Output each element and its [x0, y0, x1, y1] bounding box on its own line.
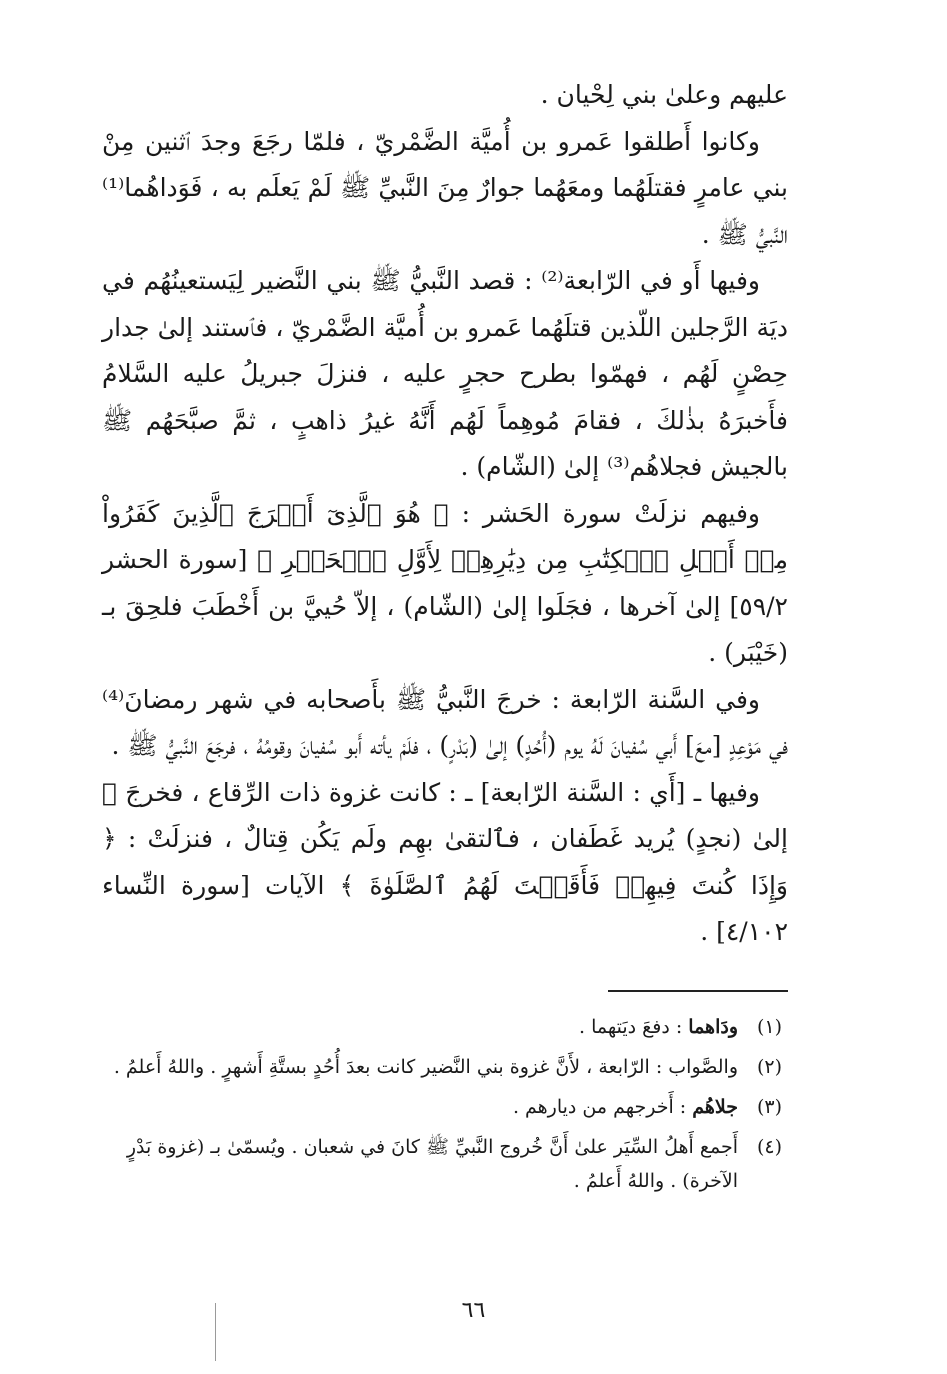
- paragraph: وفيها أَو في الرّابعة⁽²⁾ : قصد النَّبيُّ ﷺ بني النَّضير لِيَستعينُهُم في ديَة الرَّجلين اللّذين قتلَهُما عَمرو بن أُميَّة الضَّمْريّ ، فٱستند إلىٰ جدار حِصْنٍ لَهُم ، فهمّوا بطرح حجرٍ عليه ، فنزلَ جبريلُ عليه السَّلامُ فأَخبرَهُ بذٰلكَ ، فقامَ مُوهِماً لَهُم أَنَّهُ غيرُ ذاهبٍ ، ثمَّ صبَّحَهُم ﷺ بالجيش فجلاهُم⁽³⁾ إلىٰ (الشّام) .: [102, 266, 788, 481]
- page-number: ٦٦: [461, 1298, 486, 1323]
- footnote-number: (١): [756, 1015, 782, 1038]
- footnote-body: : أَخرجهم من ديارهم .: [512, 1095, 693, 1118]
- footnote-body: أَجمع أَهلُ السِّيَر علىٰ أَنَّ خُروج النَّبيِّ ﷺ كانَ في شعبان . ويُسمّىٰ بـ (غزوة بَدْرٍ الآخرة) . واللهُ أَعلمُ .: [126, 1135, 738, 1192]
- book-page: [102, 72, 788, 1204]
- footnote: [102, 1090, 788, 1124]
- footnote-body: والصَّواب : الرّابعة ، لأَنَّ غزوة بني النَّضير كانت بعدَ أُحُدٍ بستَّةِ أَشهرٍ . واللهُ أَعلمُ .: [113, 1055, 738, 1078]
- paragraph: وكانوا أَطلقوا عَمرو بن أُميَّة الضَّمْريّ ، فلمّا رجَعَ وجدَ ٱثنين مِنْ بني عامرٍ فقتلَهُما ومعَهُما جوارٌ مِنَ النَّبيِّ ﷺ لَمْ يَعلَم به ، فَوَداهُما⁽¹⁾ النَّبيُّ ﷺ .: [102, 126, 788, 249]
- main-text: [102, 72, 788, 956]
- footnote-number: (٤): [756, 1135, 782, 1158]
- footnote: [102, 1050, 788, 1084]
- footnote-text: [102, 1050, 738, 1084]
- footnote-body: : دفعَ ديَتهما .: [579, 1015, 689, 1038]
- footnote-text: [102, 1010, 738, 1044]
- paragraph: وفيهم نزلَتْ سورة الحَشر : ﴿ هُوَ ٱلَّذِىٓ أَخۡرَجَ ٱلَّذِينَ كَفَرُواْ مِنۡ أَهۡلِ ٱلۡكِتَٰبِ مِن دِيَٰرِهِمۡ لِأَوَّلِ ٱلۡحَشۡرِ ﴾ [سورة الحشر ٥٩/٢] إلىٰ آخرها ، فجَلَوا إلىٰ (الشّام) ، إلاّ حُييَّ بن أَخْطَبَ فلحِقَ بـ (خَيْبَر) .: [102, 498, 788, 667]
- footnote-separator: [608, 990, 788, 992]
- scan-margin-line: [215, 1303, 216, 1361]
- footnotes: [102, 1010, 788, 1198]
- paragraph: وفيها ـ [أَي : السَّنة الرّابعة] ـ : كانت غزوة ذات الرِّقاع ، فخرجَ ﷺ إلىٰ (نجدٍ) يُريد غَطَفان ، فٱلتقىٰ بهِم ولَم يَكُن قِتالٌ ، فنزلَتْ : ﴿ وَإِذَا كُنتَ فِيهِمۡ فَأَقَمۡتَ لَهُمُ ٱلصَّلَوٰةَ ﴾ الآيات [سورة النِّساء ٤/١٠٢] .: [102, 777, 788, 946]
- paragraph: عليهم وعلىٰ بني لِحْيان .: [540, 80, 788, 109]
- footnote-text: [102, 1130, 738, 1198]
- footnote: [102, 1010, 788, 1044]
- footnote: [102, 1130, 788, 1198]
- footnote-term: جلاهُم: [692, 1095, 738, 1118]
- footnote-text: [102, 1090, 738, 1124]
- footnote-number: (٢): [756, 1055, 782, 1078]
- paragraph: وفي السَّنة الرّابعة : خرجَ النَّبيُّ ﷺ بأَصحابه في شهر رمضانَ⁽⁴⁾ في مَوْعِدٍ [معَ] أَبي سُفيانَ لَهُ يوم (أُحُدٍ) إلىٰ (بَدْرٍ) ، فلَمْ يأته أَبو سُفيانَ وقومُهُ ، فرجَعَ النَّبيُّ ﷺ .: [102, 684, 788, 760]
- footnote-number: (٣): [756, 1095, 782, 1118]
- footnote-term: ودَاهما: [688, 1015, 738, 1038]
